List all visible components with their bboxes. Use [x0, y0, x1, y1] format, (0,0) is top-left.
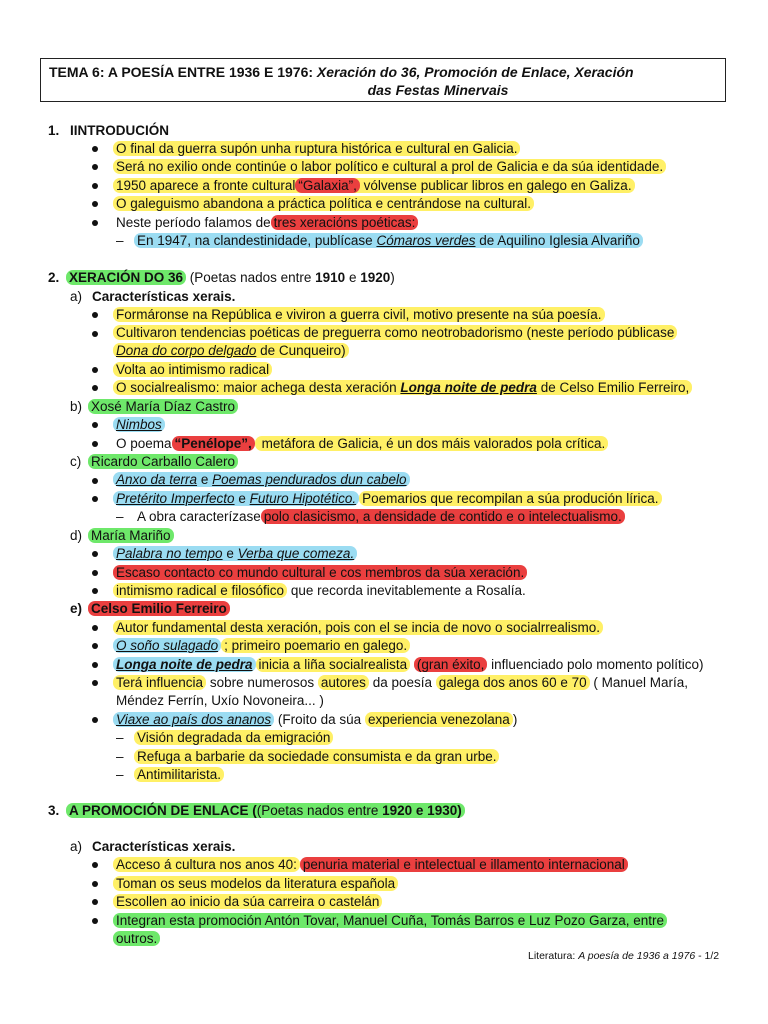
s2-e-label: e) [70, 601, 83, 616]
section-3-number: 3. [48, 803, 60, 818]
page-footer: Literatura: A poesía de 1936 a 1976 - 1/2 [528, 950, 720, 962]
bullet-icon [92, 385, 98, 391]
s1-item-3: 1950 aparece a fronte cultural “Galaxia”, vólvense publicar libros en galego en Galiza. [113, 177, 635, 195]
section-2-heading: XERACIÓN DO 36 (Poetas nados entre 1910 e 1920) [66, 269, 395, 287]
bullet-icon [92, 625, 98, 631]
s2-e-title: Celso Emilio Ferreiro [88, 600, 230, 618]
s2-b-item-1: Nimbos [113, 416, 165, 434]
s2-a-item-4: O socialrealismo: maior achega desta xeración Longa noite de pedra de Celso Emilio Ferreiro, [113, 379, 692, 397]
bullet-icon [92, 881, 98, 887]
title-italic-line1: Xeración do 36, Promoción de Enlace, Xeración [316, 64, 634, 80]
s2-e-item-5: Viaxe ao país dos ananos (Froito da súa experiencia venezolana ) [113, 711, 517, 729]
title-italic-line2: das Festas Minervais [367, 82, 509, 98]
bullet-icon [92, 183, 98, 189]
s2-d-item-3: intimismo radical e filosófico que recorda inevitablemente a Rosalía. [113, 582, 526, 600]
bullet-icon [92, 570, 98, 576]
bullet-icon [92, 662, 98, 668]
s2-c-item-1: Anxo da terra e Poemas pendurados dun cabelo [113, 471, 410, 489]
s2-d-title: María Mariño [88, 527, 174, 545]
bullet-icon [92, 201, 98, 207]
section-1-heading: IINTRODUCIÓN [70, 123, 169, 138]
bullet-icon [92, 478, 98, 484]
s2-e-item-4b: Méndez Ferrín, Uxío Novoneira... ) [116, 693, 324, 708]
s1-item-5: Neste período falamos de tres xeracións poéticas: [116, 214, 418, 232]
s2-a-label: a) [70, 289, 83, 304]
s2-a-title: Características xerais. [92, 289, 236, 304]
bullet-icon [92, 862, 98, 868]
bullet-icon [92, 146, 98, 152]
s2-d-item-1: Palabra no tempo e Verba que comeza. [113, 545, 357, 563]
bullet-icon [92, 220, 98, 226]
dash-icon: – [116, 767, 124, 782]
s2-e-item-1: Autor fundamental desta xeración, pois con el se incia de novo o socialrrealismo. [113, 619, 603, 637]
s1-subitem-1: En 1947, na clandestinidade, publícase Cómaros verdes de Aquilino Iglesia Alvariño [134, 232, 643, 250]
s2-b-label: b) [70, 399, 83, 414]
bullet-icon [92, 643, 98, 649]
s2-e-item-3: Longa noite de pedra inicia a liña socialrealista (gran éxito, influenciado polo momento político) [113, 656, 704, 674]
s2-a-item-1: Formáronse na República e viviron a guerra civil, motivo presente na súa poesía. [113, 306, 605, 324]
dash-icon: – [116, 509, 124, 524]
s3-a-item-1: Acceso á cultura nos anos 40: penuria material e intelectual e illamento internacional [113, 856, 628, 874]
s2-c-label: c) [70, 454, 82, 469]
bullet-icon [92, 588, 98, 594]
s3-a-item-3: Escollen ao inicio da súa carreira o castelán [113, 893, 382, 911]
dash-icon: – [116, 233, 124, 248]
s2-e-subitem-1: Visión degradada da emigración [134, 729, 333, 747]
bullet-icon [92, 164, 98, 170]
bullet-icon [92, 899, 98, 905]
bullet-icon [92, 367, 98, 373]
s3-a-label: a) [70, 839, 83, 854]
s2-e-item-2: O soño sulagado ; primeiro poemario en galego. [113, 637, 410, 655]
section-3-heading: A PROMOCIÓN DE ENLACE ((Poetas nados entre 1920 e 1930) [66, 802, 465, 820]
s2-c-title: Ricardo Carballo Calero [88, 453, 238, 471]
section-2-number: 2. [48, 270, 60, 285]
bullet-icon [92, 422, 98, 428]
s2-c-item-2: Pretérito Imperfecto e Futuro Hipotético. Poemarios que recompilan a súa produción lírica. [113, 490, 662, 508]
bullet-icon [92, 312, 98, 318]
bullet-icon [92, 918, 98, 924]
s2-e-subitem-2: Refuga a barbarie da sociedade consumista e da gran urbe. [134, 748, 499, 766]
document-title [40, 58, 726, 102]
title-prefix: TEMA 6: A POESÍA ENTRE 1936 E 1976: [49, 64, 314, 80]
s2-a-item-2b: Dona do corpo delgado de Cunqueiro) [113, 342, 349, 360]
s3-a-item-4a: Integran esta promoción Antón Tovar, Manuel Cuña, Tomás Barros e Luz Pozo Garza, entre [113, 912, 667, 930]
s2-d-label: d) [70, 528, 83, 543]
bullet-icon [92, 717, 98, 723]
s2-a-item-3: Volta ao intimismo radical [113, 361, 272, 379]
s2-c-subitem-1: A obra caracterízase polo clasicismo, a densidade de contido e o intelectualismo. [137, 508, 625, 526]
s1-item-1: O final da guerra supón unha ruptura histórica e cultural en Galicia. [113, 140, 520, 158]
section-1-number: 1. [48, 123, 60, 138]
bullet-icon [92, 331, 98, 337]
s2-d-item-2: Escaso contacto co mundo cultural e cos membros da súa xeración. [113, 564, 527, 582]
s3-a-item-4b: outros. [113, 930, 160, 948]
s3-a-item-2: Toman os seus modelos da literatura española [113, 875, 398, 893]
s2-b-item-2: O poema “Penélope”, metáfora de Galicia, é un dos máis valorados pola crítica. [116, 435, 608, 453]
bullet-icon [92, 441, 98, 447]
s2-e-subitem-3: Antimilitarista. [134, 766, 224, 784]
bullet-icon [92, 551, 98, 557]
s3-a-title: Características xerais. [92, 839, 236, 854]
dash-icon: – [116, 730, 124, 745]
s2-e-item-4a: Terá influencia sobre numerosos autores da poesía galega dos anos 60 e 70 ( Manuel María, [113, 674, 688, 692]
s1-item-4: O galeguismo abandona a práctica política e centrándose na cultural. [113, 195, 534, 213]
s2-b-title: Xosé María Díaz Castro [88, 398, 238, 416]
bullet-icon [92, 680, 98, 686]
bullet-icon [92, 496, 98, 502]
s1-item-2: Será no exilio onde continúe o labor político e cultural a prol de Galicia e da súa identidade. [113, 158, 666, 176]
dash-icon: – [116, 749, 124, 764]
s2-a-item-2a: Cultivaron tendencias poéticas de preguerra como neotrobadorismo (neste período públicase [113, 324, 677, 342]
